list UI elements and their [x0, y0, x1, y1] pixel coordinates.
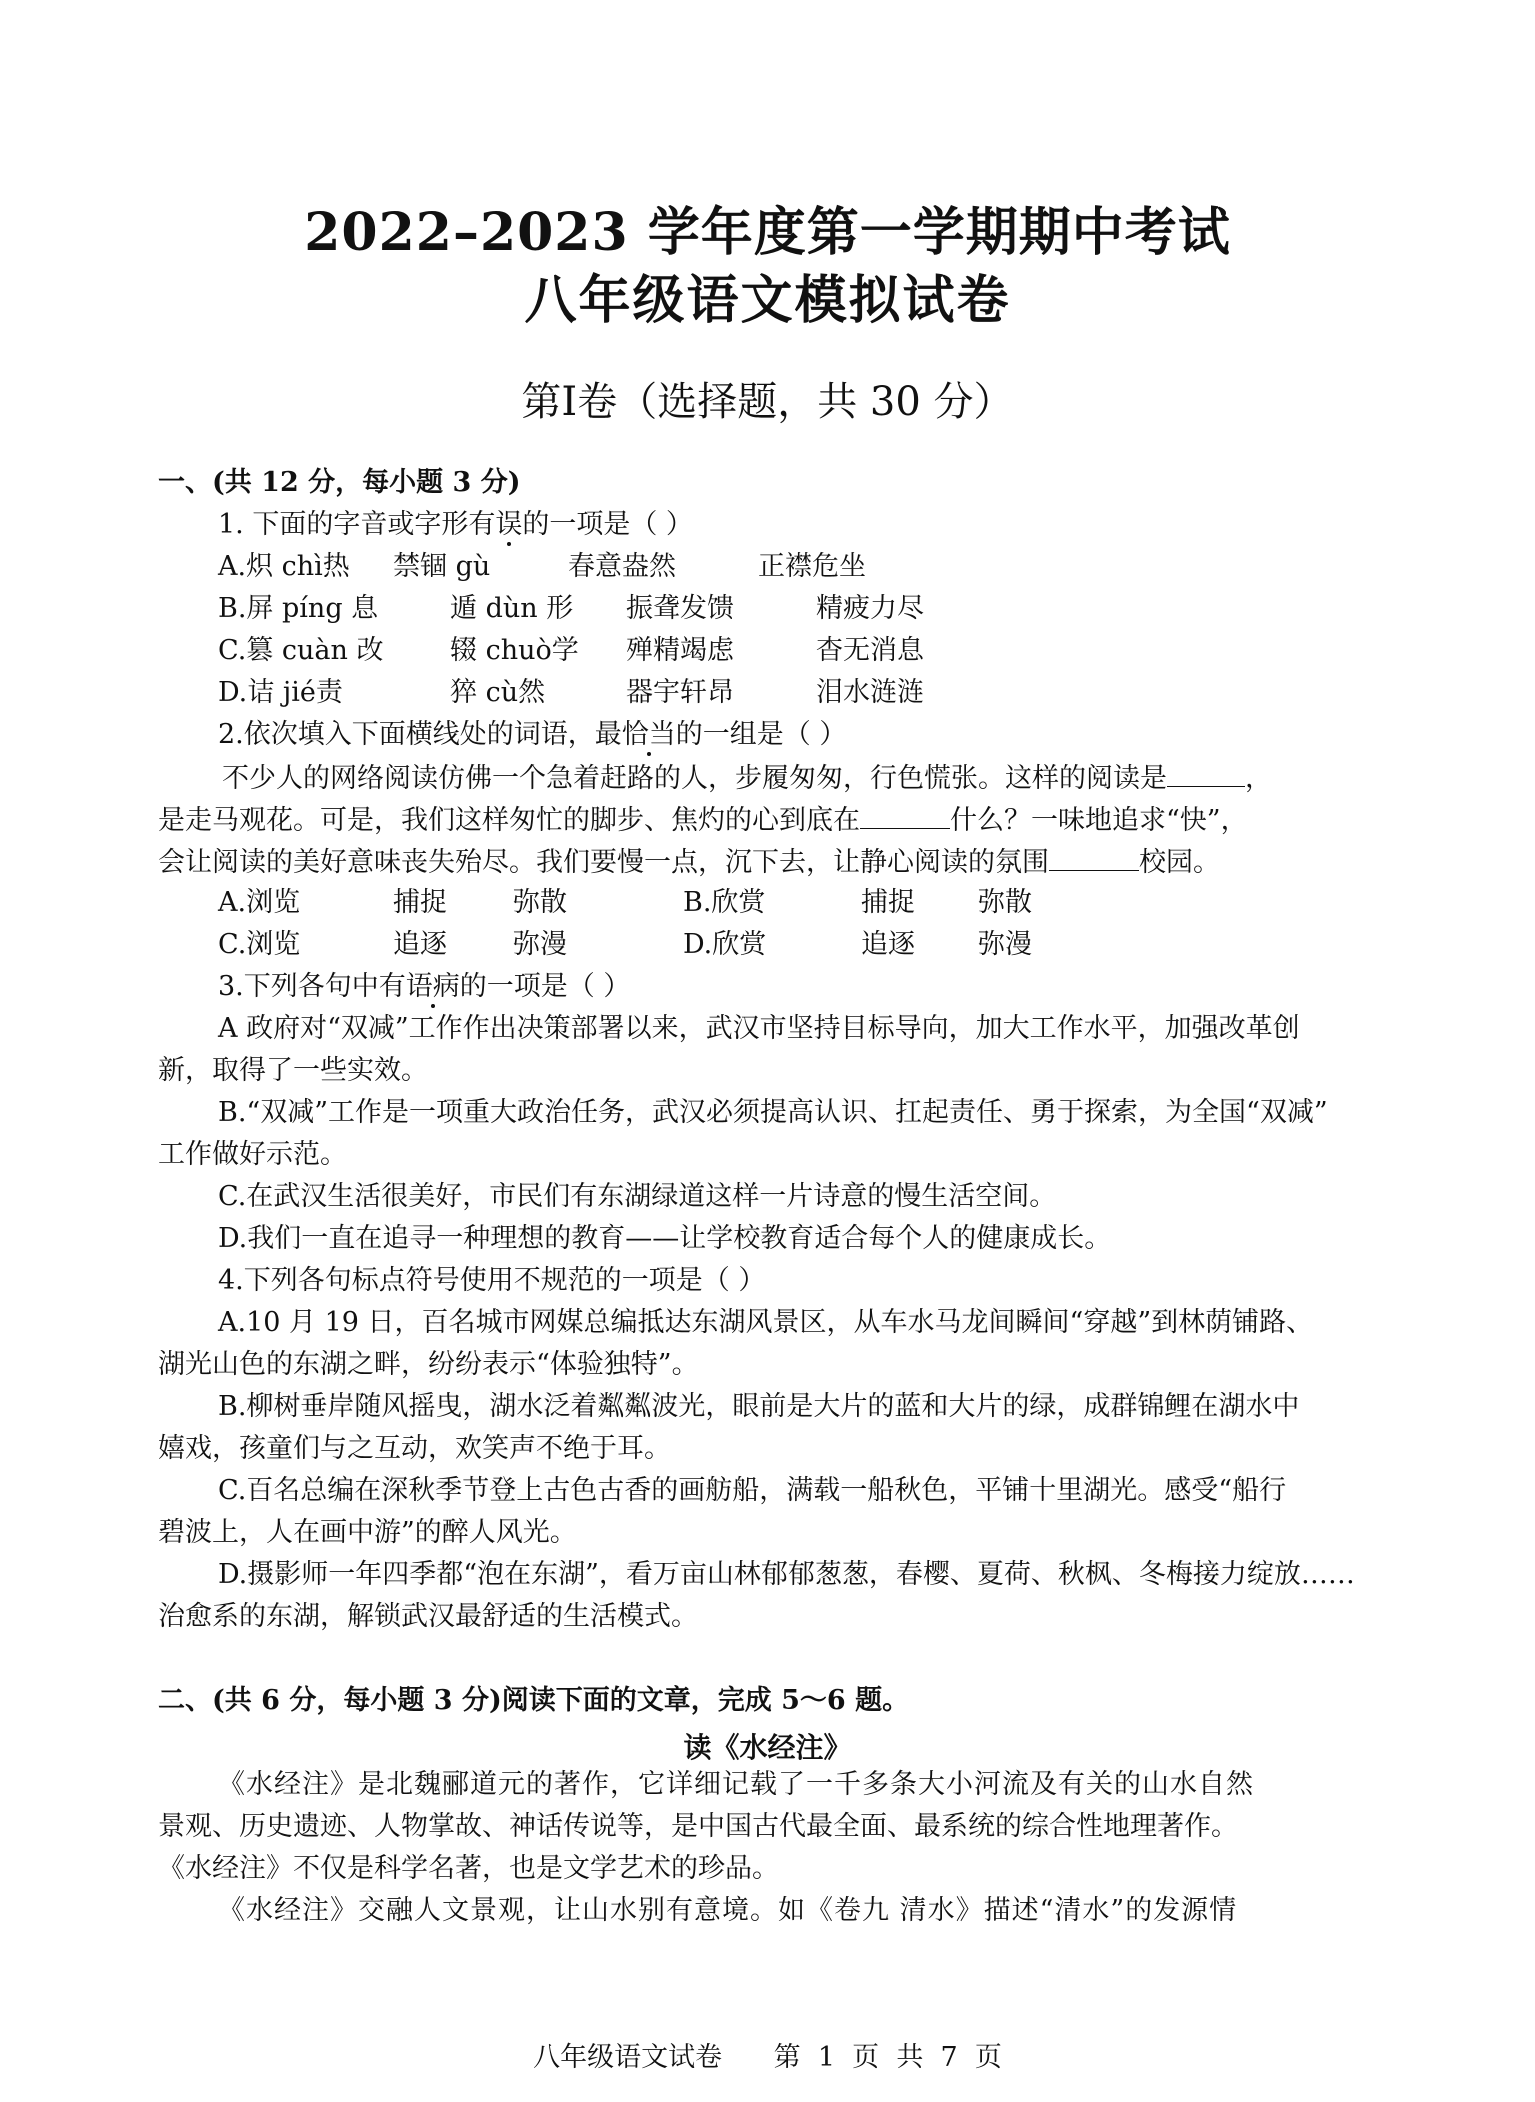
q3-option-b-line1: B.“双减”工作是一项重大政治任务，武汉必须提高认识、扛起责任、勇于探索，为全国“双减”: [218, 1097, 1328, 1128]
q4-option-c-line2: 碧波上，人在画中游”的醉人风光。: [158, 1517, 577, 1548]
q4-option-a-line2: 湖光山色的东湖之畔，纷纷表示“体验独特”。: [158, 1349, 699, 1380]
article-p2-line1: 《水经注》交融人文景观，让山水别有意境。如《卷九 清水》描述“清水”的发源情: [218, 1895, 1238, 1926]
article-p1-line2: 景观、历史遗迹、人物掌故、神话传说等，是中国古代最全面、最系统的综合性地理著作。: [158, 1811, 1238, 1842]
q2-stem: 2.依次填入下面横线处的词语，最恰当的一组是（ ）: [218, 719, 847, 750]
q3-stem: 3.下列各句中有语病的一项是（ ）: [218, 971, 631, 1002]
section1-heading: 一、(共 12 分，每小题 3 分): [158, 467, 521, 498]
q3-option-c: C.在武汉生活很美好，市民们有东湖绿道这样一片诗意的慢生活空间。: [218, 1181, 1057, 1212]
q1-option-d: D.诘 jié责 猝 cù然 器宇轩昂 泪水涟涟: [218, 677, 924, 708]
q4-option-d-line1: D.摄影师一年四季都“泡在东湖”，看万亩山林郁郁葱葱，春樱、夏荷、秋枫、冬梅接力绽放……: [218, 1559, 1355, 1590]
part-heading: 第Ⅰ卷（选择题，共 30 分）: [521, 379, 1014, 425]
q4-option-b-line1: B.柳树垂岸随风摇曳，湖水泛着粼粼波光，眼前是大片的蓝和大片的绿，成群锦鲤在湖水中: [218, 1391, 1300, 1422]
q2-options-row1: A.浏览 捕捉 弥散 B.欣赏 捕捉 弥散: [218, 887, 1032, 918]
q1-option-a: A.炽 chì热 禁锢 gù 春意盎然 正襟危坐: [218, 551, 866, 582]
q3-option-a-line2: 新，取得了一些实效。: [158, 1055, 428, 1086]
article-p1-line1: 《水经注》是北魏郦道元的著作，它详细记载了一千多条大小河流及有关的山水自然: [218, 1769, 1254, 1800]
article-p1-line3: 《水经注》不仅是科学名著，也是文学艺术的珍品。: [158, 1853, 779, 1884]
q3-option-b-line2: 工作做好示范。: [158, 1139, 347, 1170]
q1-option-c: C.篡 cuàn 改 辍 chuò学 殚精竭虑 杳无消息: [218, 635, 924, 666]
q4-option-c-line1: C.百名总编在深秋季节登上古色古香的画舫船，满载一船秋色，平铺十里湖光。感受“船行: [218, 1475, 1287, 1506]
q2-passage-line2: 是走马观花。可是，我们这样匆忙的脚步、焦灼的心到底在 什么？一味地追求“快”，: [158, 802, 1248, 838]
q2-passage-line1: 不少人的网络阅读仿佛一个急着赶路的人，步履匆匆，行色慌张。这样的阅读是 ，: [222, 760, 1272, 796]
q1-stem: 1. 下面的字音或字形有误的一项是（ ）: [218, 509, 693, 540]
section2-heading: 二、(共 6 分，每小题 3 分)阅读下面的文章，完成 5～6 题。: [158, 1685, 910, 1716]
q3-option-a-line1: A 政府对“双减”工作作出决策部署以来，武汉市坚持目标导向，加大工作水平，加强改革创: [218, 1013, 1300, 1044]
q4-option-d-line2: 治愈系的东湖，解锁武汉最舒适的生活模式。: [158, 1601, 698, 1632]
q1-option-b: B.屏 píng 息 遁 dùn 形 振聋发馈 精疲力尽: [218, 593, 924, 624]
q4-stem: 4.下列各句标点符号使用不规范的一项是（ ）: [218, 1265, 766, 1296]
q4-option-a-line1: A.10 月 19 日，百名城市网媒总编抵达东湖风景区，从车水马龙间瞬间“穿越”到林荫铺路、: [218, 1307, 1314, 1338]
page-footer: 八年级语文试卷 第 1 页 共 7 页: [533, 2042, 1002, 2073]
q3-option-d: D.我们一直在追寻一种理想的教育——让学校教育适合每个人的健康成长。: [218, 1223, 1112, 1254]
exam-title-line1: 2022–2023 学年度第一学期期中考试: [304, 202, 1231, 263]
exam-title-line2: 八年级语文模拟试卷: [524, 270, 1011, 331]
q2-options-row2: C.浏览 追逐 弥漫 D.欣赏 追逐 弥漫: [218, 929, 1032, 960]
q2-passage-line3: 会让阅读的美好意味丧失殆尽。我们要慢一点，沉下去，让静心阅读的氛围 校园。: [158, 844, 1220, 880]
q4-option-b-line2: 嬉戏，孩童们与之互动，欢笑声不绝于耳。: [158, 1433, 671, 1464]
article-title: 读《水经注》: [683, 1731, 852, 1764]
